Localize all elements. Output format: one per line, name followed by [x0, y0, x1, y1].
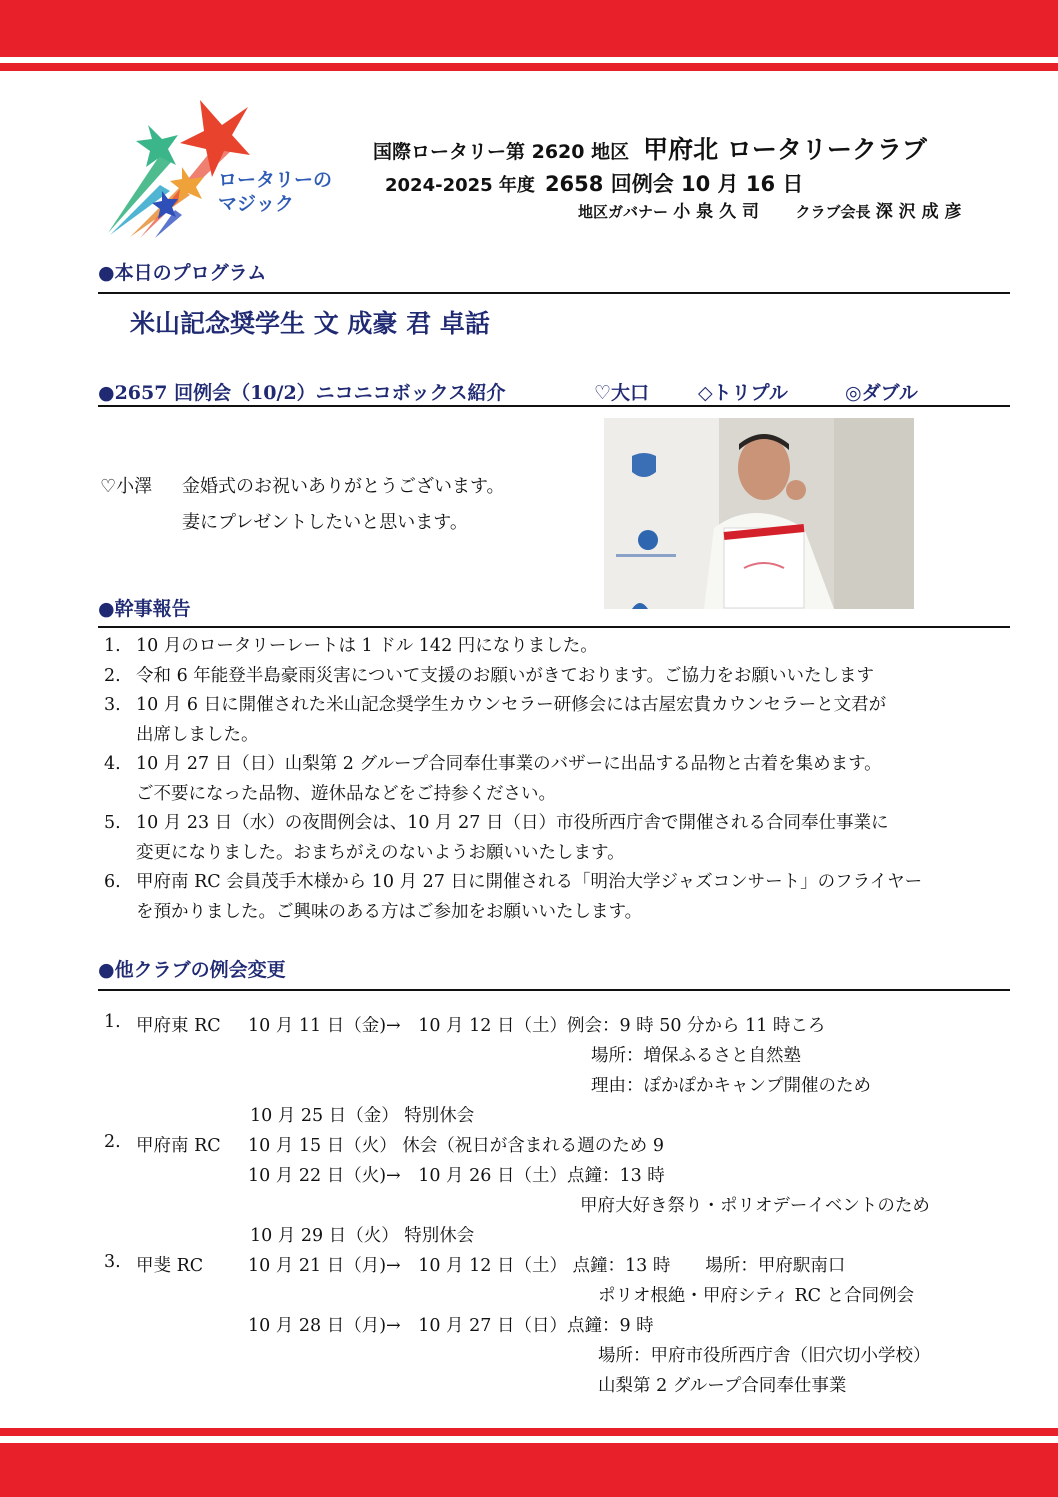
- club-name: 甲府南 RC: [136, 1136, 221, 1156]
- top-band-thin: [0, 63, 1058, 71]
- niconico-heading: ●2657 回例会（10/2）ニコニコボックス紹介: [98, 382, 506, 404]
- list-item: [104, 662, 922, 692]
- program-rule: [98, 292, 1010, 294]
- bottom-band-thin: [0, 1428, 1058, 1436]
- club-line: 場所：甲府市役所西庁舎（旧穴切小学校）: [598, 1346, 931, 1366]
- club-line: 10 月 15 日（火） 休会（祝日が含まれる週のため 9: [248, 1136, 664, 1156]
- item-line: 10 月 6 日に開催された米山記念奨学生カウンセラー研修会には古屋宏貴カウンセラーと文君が: [136, 695, 887, 715]
- item-line: 出席しました。: [136, 724, 259, 745]
- president-name: 深 沢 成 彦: [875, 202, 962, 222]
- legend-double: ◎ダブル: [845, 382, 918, 404]
- header-meeting: [385, 168, 803, 198]
- club-name: 甲府北 ロータリークラブ: [643, 135, 927, 164]
- item-number: 6.: [104, 872, 121, 892]
- item-number: 1.: [104, 636, 121, 656]
- club-line: 理由：ぽかぽかキャンプ開催のため: [591, 1076, 871, 1096]
- meeting-number-date: 2658 回例会 10 月 16 日: [544, 172, 804, 196]
- clubs-rule: [98, 989, 1010, 991]
- logo-line-2: マジック: [218, 193, 295, 215]
- niconico-entry-line-1: 金婚式のお祝いありがとうございます。: [182, 476, 505, 497]
- header-title: [373, 130, 927, 166]
- item-number: 4.: [104, 754, 121, 774]
- bottom-band: [0, 1443, 1058, 1497]
- logo-line-1: ロータリーの: [218, 169, 333, 191]
- niconico-entry-name: ♡小澤: [100, 476, 153, 497]
- niconico-entry-line-2: 妻にプレゼントしたいと思います。: [182, 512, 468, 533]
- club-number: 1.: [104, 1012, 121, 1032]
- list-item: [104, 868, 922, 927]
- club-line: 10 月 21 日（月)→ 10 月 12 日（土） 点鐘：13 時 場所：甲府駅南口: [248, 1256, 846, 1276]
- district-label: 国際ロータリー第 2620 地区: [373, 141, 630, 163]
- club-line: 山梨第 2 グループ合同奉仕事業: [598, 1376, 847, 1396]
- club-line: 場所：増保ふるさと自然塾: [591, 1046, 801, 1066]
- list-item: [104, 632, 922, 662]
- logo-text: [218, 168, 332, 216]
- governor-name: 小 泉 久 司: [673, 202, 760, 222]
- club-name: 甲斐 RC: [136, 1256, 204, 1276]
- item-number: 5.: [104, 813, 121, 833]
- program-title: 米山記念奨学生 文 成豪 君 卓話: [130, 309, 490, 338]
- secretary-list: [104, 632, 922, 927]
- secretary-heading: ●幹事報告: [98, 598, 191, 620]
- top-band: [0, 0, 1058, 57]
- item-line: 10 月のロータリーレートは 1 ドル 142 円になりました。: [136, 636, 598, 656]
- item-line: 変更になりました。おまちがえのないようお願いいたします。: [136, 842, 625, 863]
- header-officers: [578, 197, 962, 222]
- niconico-rule: [98, 405, 1010, 407]
- list-item: [104, 691, 922, 750]
- item-line: 甲府南 RC 会員茂手木様から 10 月 27 日に開催される「明治大学ジャズコンサート」のフライヤー: [136, 872, 923, 892]
- club-name: 甲府東 RC: [136, 1016, 221, 1036]
- program-heading: ●本日のプログラム: [98, 262, 267, 284]
- club-line: 10 月 25 日（金） 特別休会: [250, 1106, 475, 1126]
- club-number: 3.: [104, 1252, 121, 1272]
- club-line: 10 月 22 日（火)→ 10 月 26 日（土）点鐘：13 時: [248, 1166, 665, 1186]
- item-line: ご不要になった品物、遊休品などをご持参ください。: [136, 783, 556, 804]
- item-number: 3.: [104, 695, 121, 715]
- fiscal-year: 2024-2025 年度: [385, 175, 535, 196]
- item-line: 10 月 23 日（水）の夜間例会は、10 月 27 日（日）市役所西庁舎で開催される合同奉仕事業に: [136, 813, 889, 833]
- legend-triple: ◇トリプル: [698, 382, 788, 404]
- item-line: 令和 6 年能登半島豪雨災害について支援のお願いがきております。ご協力をお願いいたします: [136, 665, 875, 686]
- club-line: 10 月 28 日（月)→ 10 月 27 日（日）点鐘：9 時: [248, 1316, 654, 1336]
- list-item: [104, 809, 922, 868]
- clubs-heading: ●他クラブの例会変更: [98, 959, 286, 981]
- speaker-photo: [604, 418, 914, 609]
- legend-big: ♡大口: [594, 382, 650, 404]
- club-line: ポリオ根絶・甲府シティ RC と合同例会: [598, 1286, 915, 1306]
- secretary-rule: [98, 626, 1010, 628]
- item-line: を預かりました。ご興味のある方はご参加をお願いいたします。: [136, 901, 643, 922]
- item-number: 2.: [104, 665, 121, 686]
- club-line: 甲府大好き祭り・ポリオデーイベントのため: [580, 1196, 930, 1216]
- club-number: 2.: [104, 1132, 121, 1152]
- president-label: クラブ会長: [795, 203, 871, 221]
- list-item: [104, 750, 922, 809]
- club-line: 10 月 11 日（金)→ 10 月 12 日（土）例会：9 時 50 分から 11 時ころ: [248, 1016, 826, 1036]
- item-line: 10 月 27 日（日）山梨第 2 グループ合同奉仕事業のバザーに出品する品物と古着を集めます。: [136, 754, 882, 774]
- club-line: 10 月 29 日（火） 特別休会: [250, 1226, 475, 1246]
- governor-label: 地区ガバナー: [578, 203, 669, 221]
